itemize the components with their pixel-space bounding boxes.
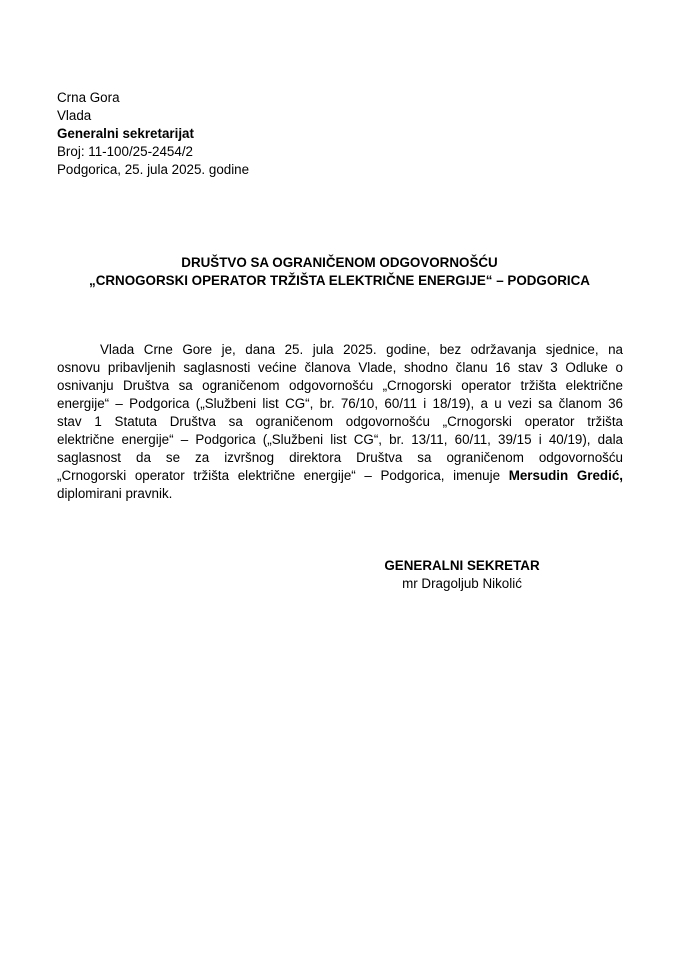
- decision-text: [57, 341, 623, 503]
- appointee-name: Mersudin Gredić,: [508, 468, 623, 483]
- decision-line: stav 1 Statuta Društva sa ograničenom odgovornošću „Crnogorski operator tržišta: [57, 414, 623, 429]
- header-department: Generalni sekretarijat: [57, 126, 194, 141]
- header-body: Vlada: [57, 108, 92, 123]
- header-number: Broj: 11-100/25-2454/2: [57, 144, 193, 159]
- header-country: Crna Gora: [57, 90, 120, 105]
- decision-line: „Crnogorski operator tržišta električne energije“ – Podgorica, imenuje: [57, 468, 501, 483]
- decision-line: osnovu pribavljenih saglasnosti većine članova Vlade, shodno članu 16 stav 3 Odluke o: [57, 360, 623, 375]
- decision-line-with-appointee: [57, 467, 623, 485]
- decision-line: Vlada Crne Gore je, dana 25. jula 2025. godine, bez održavanja sjednice, na: [100, 342, 623, 357]
- signature-name: mr Dragoljub Nikolić: [402, 576, 522, 591]
- decision-line: osnivanju Društva sa ograničenom odgovornošću „Crnogorski operator tržišta električne: [57, 378, 623, 393]
- decision-last-line: diplomirani pravnik.: [57, 486, 173, 501]
- header-place-date: Podgorica, 25. jula 2025. godine: [57, 162, 250, 177]
- title-line-1: DRUŠTVO SA OGRANIČENOM ODGOVORNOŠĆU: [181, 255, 498, 270]
- document-title: [0, 254, 679, 290]
- signature-block: [370, 557, 554, 593]
- decision-line: saglasnost da se za izvršnog direktora Društva sa ograničenom odgovornošću: [57, 450, 623, 465]
- decision-line: električne energije“ – Podgorica („Službeni list CG“, br. 13/11, 60/11, 39/15 i 40/19), dala: [57, 432, 623, 447]
- title-line-2: „CRNOGORSKI OPERATOR TRŽIŠTA ELEKTRIČNE ENERGIJE“ – PODGORICA: [89, 273, 590, 288]
- signature-title: GENERALNI SEKRETAR: [384, 558, 540, 573]
- document-header: [57, 89, 249, 179]
- decision-line: energije“ – Podgorica („Službeni list CG“, br. 76/10, 60/11 i 18/19), a u vezi sa članom 36: [57, 396, 623, 411]
